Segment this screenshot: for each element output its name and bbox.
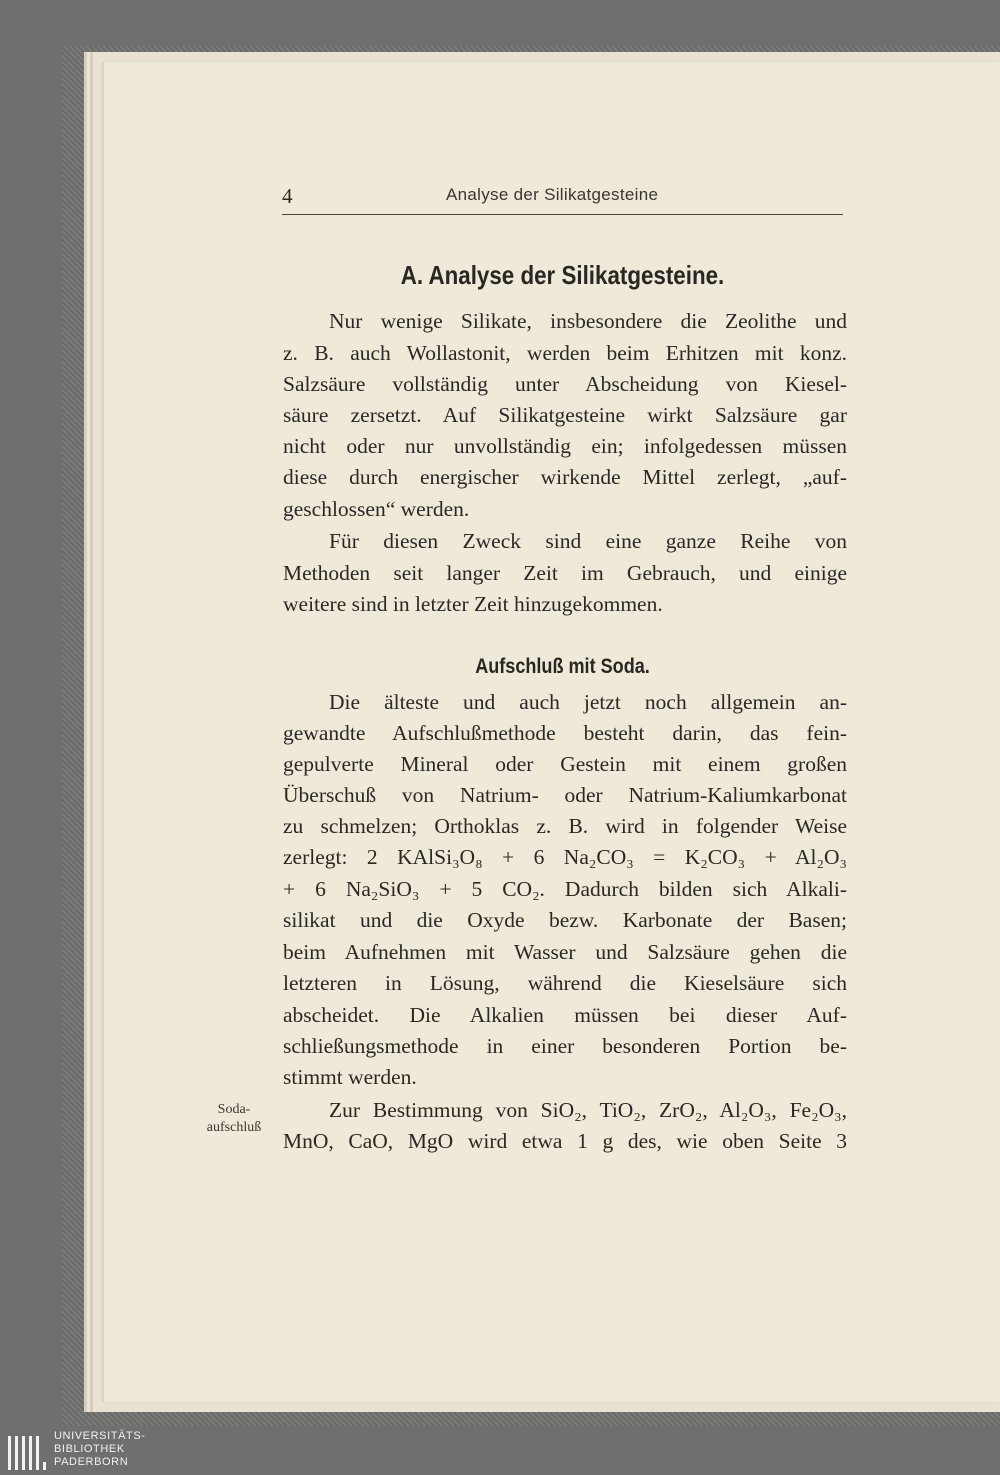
para3-line: beim Aufnehmen mit Wasser und Salzsäure gehen die [283,940,847,964]
margin-note [196,1101,272,1137]
para1-line: Nur wenige Silikate, insbesondere die Zeolithe und [329,309,847,333]
para1-line: z. B. auch Wollastonit, werden beim Erhitzen mit konz. [283,341,847,365]
para3-line: gewandte Aufschlußmethode besteht darin, das fein- [283,721,847,745]
para4-line: Zur Bestimmung von SiO₂, TiO₂, ZrO₂, Al₂O₃, Fe₂O₃, [329,1098,847,1122]
para3-line: silikat und die Oxyde bezw. Karbonate der Basen; [283,908,847,932]
section-heading: A. Analyse der Silikatgesteine. [400,260,725,290]
para3-line: zerlegt: 2 KAlSi₃O₈ + 6 Na₂CO₃ = K₂CO₃ + Al₂O₃ [283,845,847,869]
para3-line: letzteren in Lösung, während die Kieselsäure sich [283,971,847,995]
margin-note-line: aufschluß [206,1120,262,1135]
para3-line: Die älteste und auch jetzt noch allgemein an- [329,690,847,714]
para3-line: zu schmelzen; Orthoklas z. B. wird in folgender Weise [283,814,847,838]
page-number: 4 [282,184,293,208]
library-logo-text [54,1430,146,1469]
library-logo-icon [6,1432,46,1472]
logo-line: PADERBORN [54,1456,129,1468]
para3-line: gepulverte Mineral oder Gestein mit einem großen [283,752,847,776]
para3-line: stimmt werden. [283,1065,417,1089]
para1-line: Salzsäure vollständig unter Abscheidung von Kiesel- [283,372,847,396]
para2-line: Für diesen Zweck sind eine ganze Reihe von [329,529,847,553]
para1-line: säure zersetzt. Auf Silikatgesteine wirkt Salzsäure gar [283,403,847,427]
library-logo [0,1426,1000,1475]
para4-line: MnO, CaO, MgO wird etwa 1 g des, wie oben Seite 3 [283,1129,847,1153]
para1-line: nicht oder nur unvollständig ein; infolgedessen müssen [283,434,847,458]
para3-line: schließungsmethode in einer besonderen Portion be- [283,1034,847,1058]
logo-line: UNIVERSITÄTS- [54,1430,146,1442]
margin-note-line: Soda- [217,1102,251,1117]
logo-line: BIBLIOTHEK [54,1443,125,1455]
para3-line: Überschuß von Natrium- oder Natrium-Kaliumkarbonat [283,783,847,807]
para2-line: Methoden seit langer Zeit im Gebrauch, und einige [283,561,847,585]
para3-line: abscheidet. Die Alkalien müssen bei dieser Auf- [283,1003,847,1027]
running-title: Analyse der Silikatgesteine [446,185,659,204]
para2-line: weitere sind in letzter Zeit hinzugekommen. [283,592,663,616]
subheading: Aufschluß mit Soda. [475,655,650,678]
para1-line: geschlossen“ werden. [283,497,470,521]
header-rule [282,214,843,215]
para3-line: + 6 Na₂SiO₃ + 5 CO₂. Dadurch bilden sich Alkali- [283,877,847,901]
para1-line: diese durch energischer wirkende Mittel zerlegt, „auf- [283,465,847,489]
